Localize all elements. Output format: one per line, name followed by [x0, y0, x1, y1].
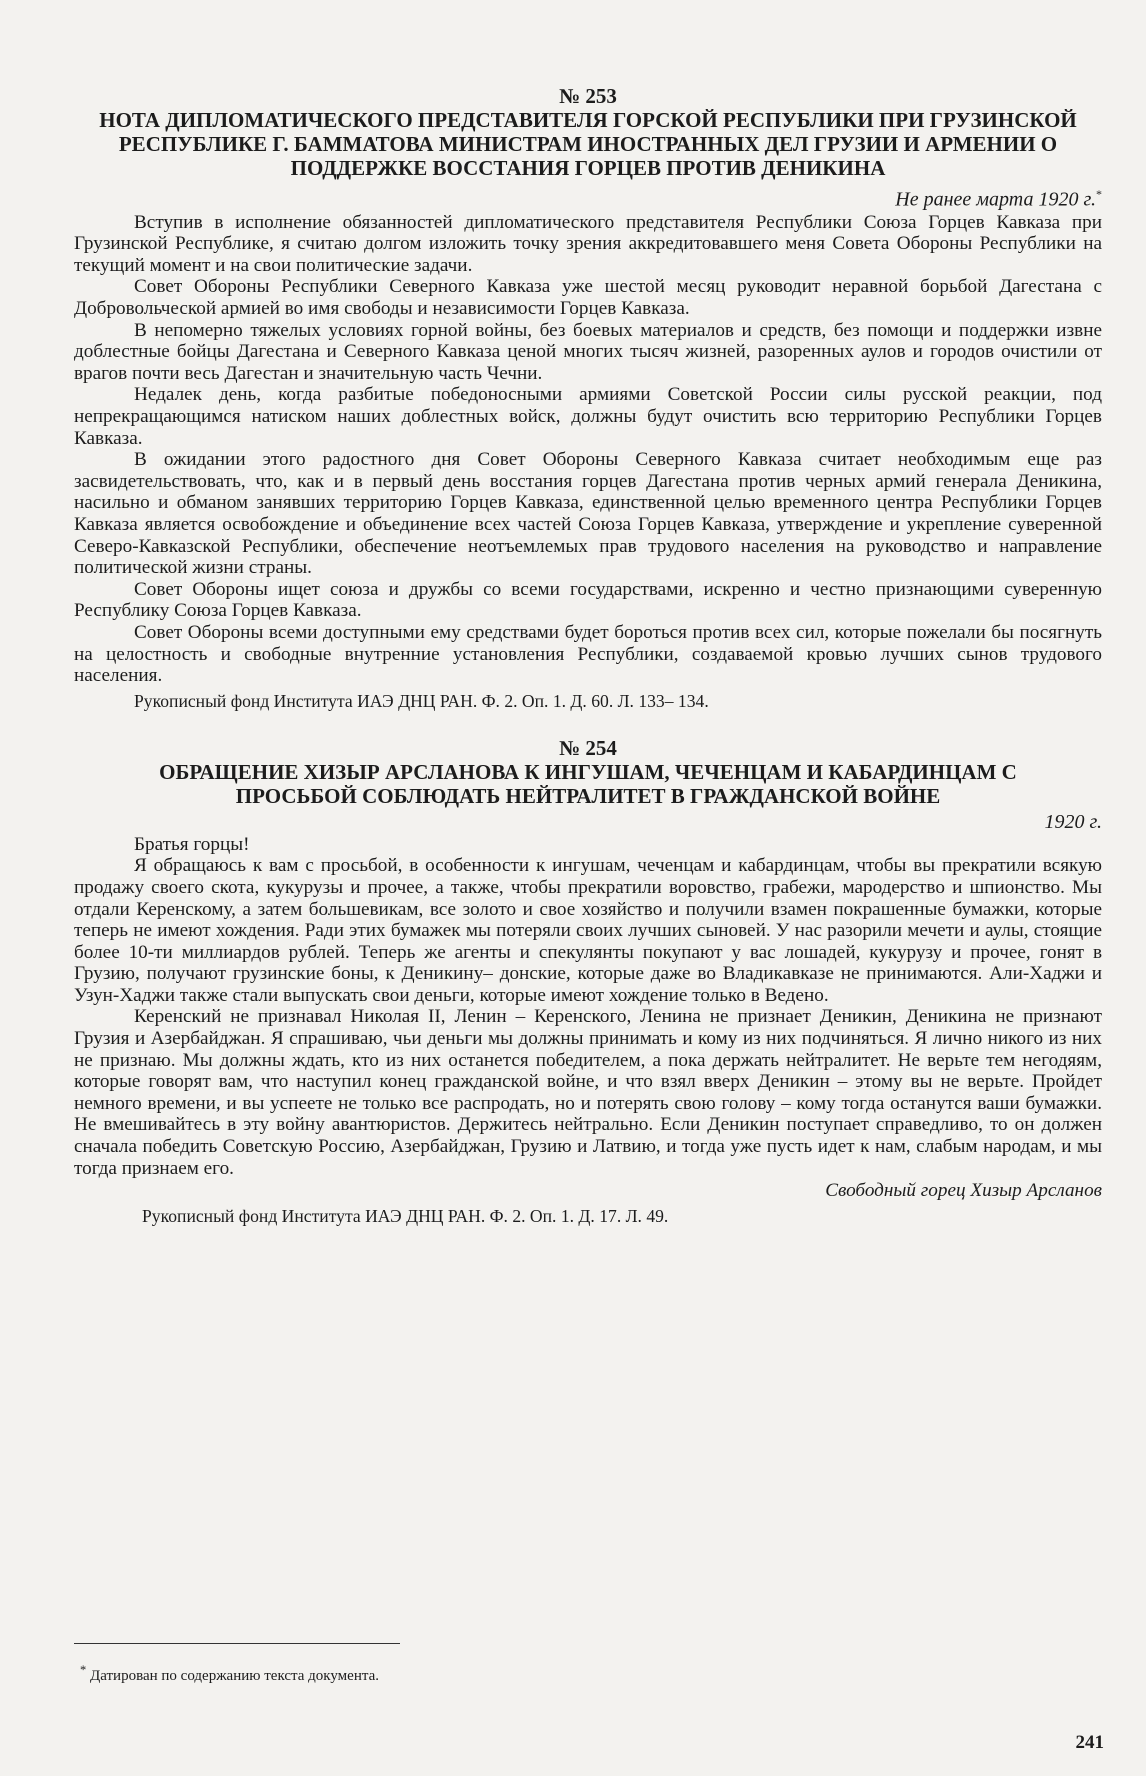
page-content — [74, 84, 1102, 1227]
document-number: № 253 — [559, 84, 617, 108]
paragraph: Совет Обороны всеми доступными ему средствами будет бороться против всех сил, которые пожелали бы посягнуть на целостность и свободные внутренние установления Республики, создаваемой кровью лучших сынов трудового населения. — [74, 621, 1102, 687]
paragraph: В непомерно тяжелых условиях горной войны, без боевых материалов и средств, без помощи и поддержки извне доблестные бойцы Дагестана и Северного Кавказа ценой многих тысяч жизней, разоренных аулов и городов очистили от врагов почти весь Дагестан и значительную часть Чечни. — [74, 319, 1102, 384]
paragraph: Керенский не признавал Николая II, Ленин – Керенского, Ленина не признает Деникин, Деникина не признают Грузия и Азербайджан. Я спрашиваю, чьи деньги мы должны принимать и кому из них подчиняться. Я лично никого из них не признаю. Мы должны ждать, кто из них останется победителем, а пока держать нейтралитет. Не верьте тем негодяям, которые говорят вам, что наступил конец гражданской войне, и что взял вверх Деникин – этому вы не верьте. Пройдет немного времени, и вы успеете не только все распродать, но и потерять свою голову – кому тогда останутся ваши бумажки. Не вмешивайтесь в эту войну авантюристов. Держитесь нейтрально. Если Деникин поступает справедливо, то он должен сначала победить Советскую Россию, Азербайджан, Грузию и Латвию, и тогда уже пусть идет к нам, слабым народам, и мы тогда признаем его. — [74, 1006, 1102, 1179]
footnote-text: Датирован по содержанию текста документа. — [90, 1668, 379, 1684]
paragraph: Совет Обороны ищет союза и дружбы со всеми государствами, искренно и честно признающими суверенную Республику Союза Горцев Кавказа. — [74, 578, 1102, 622]
document-date: 1920 г. — [1044, 810, 1102, 833]
paragraph: Недалек день, когда разбитые победоносными армиями Советской России силы русской реакции, под непрекращающимся натиском наших доблестных войск, должны будут очистить всю территорию Республики Горцев Кавказа. — [74, 384, 1102, 449]
paragraph: В ожидании этого радостного дня Совет Обороны Северного Кавказа считает необходимым еще раз засвидетельствовать, что, как и в первый день восстания горцев Дагестана против черных армий генерала Деникина, насильно и обманом занявших территорию Горцев Кавказа, единственной целью временного центра Республики Горцев Кавказа является освобождение и объединение всех частей Союза Горцев Кавказа, утверждение и укрепление суверенной Северо-Кавказской Республики, обеспечение неотъемлемых прав трудового населения на руководство и направление политической жизни страны. — [74, 449, 1102, 579]
signature: Свободный горец Хизыр Арсланов — [825, 1180, 1102, 1202]
footnote-divider — [74, 1643, 400, 1644]
archive-source: Рукописный фонд Института ИАЭ ДНЦ РАН. Ф. 2. Оп. 1. Д. 17. Л. 49. — [142, 1206, 669, 1227]
footnote-marker: * — [1096, 187, 1102, 201]
archive-source: Рукописный фонд Института ИАЭ ДНЦ РАН. Ф. 2. Оп. 1. Д. 60. Л. 133– 134. — [134, 690, 709, 711]
page-number: 241 — [1075, 1732, 1104, 1753]
document-title: ОБРАЩЕНИЕ ХИЗЫР АРСЛАНОВА К ИНГУШАМ, ЧЕЧЕНЦАМ И КАБАРДИНЦАМ С ПРОСЬБОЙ СОБЛЮДАТЬ НЕЙТРАЛИТЕТ В ГРАЖДАНСКОЙ ВОЙНЕ — [159, 759, 1017, 808]
paragraph: Вступив в исполнение обязанностей дипломатического представителя Республики Союза Горцев Кавказа при Грузинской Республике, я считаю долгом изложить точку зрения аккредитовавшего меня Совета Обороны Республики на текущий момент и на свои политические задачи. — [74, 211, 1102, 276]
footnote-marker: * — [80, 1663, 87, 1677]
paragraph: Совет Обороны Республики Северного Кавказа уже шестой месяц руководит неравной борьбой Дагестана с Добровольческой армией во имя свободы и независимости Горцев Кавказа. — [74, 276, 1102, 320]
document-number: № 254 — [559, 735, 617, 760]
document-253 — [74, 84, 1102, 712]
greeting: Братья горцы! — [134, 833, 250, 855]
paragraph: Я обращаюсь к вам с просьбой, в особенности к ингушам, чеченцам и кабардинцам, чтобы вы прекратили всякую продажу своего скота, кукурузы и прочее, а также, чтобы прекратили воровство, грабежи, мародерство и шпионство. Мы отдали Керенскому, а затем большевикам, все золото и свое хозяйство и получили взамен покрашенные бумажки, которые теперь не имеют хождения. Ради этих бумажек мы потеряли своих лучших сыновей. У нас разорили мечети и аулы, стоящие более 10-ти миллиардов рублей. Теперь же агенты и спекулянты покупают у вас лошадей, кукурузу и прочее, гонят в Грузию, получают грузинские боны, к Деникину– донские, которые даже во Владикавказе не принимаются. Али-Хаджи и Узун-Хаджи также стали выпускать свои деньги, которые имеют хождение только в Ведено. — [74, 855, 1102, 1006]
document-date — [74, 182, 1102, 212]
date-text: Не ранее марта 1920 г. — [895, 188, 1096, 211]
document-title: НОТА ДИПЛОМАТИЧЕСКОГО ПРЕДСТАВИТЕЛЯ ГОРСКОЙ РЕСПУБЛИКИ ПРИ ГРУЗИНСКОЙ РЕСПУБЛИКЕ Г. БАММАТОВА МИНИСТРАМ ИНОСТРАННЫХ ДЕЛ ГРУЗИИ И АРМЕНИИ О ПОДДЕРЖКЕ ВОССТАНИЯ ГОРЦЕВ ПРОТИВ ДЕНИКИНА — [99, 108, 1077, 180]
footnote — [80, 1661, 379, 1685]
document-254 — [74, 736, 1102, 1228]
